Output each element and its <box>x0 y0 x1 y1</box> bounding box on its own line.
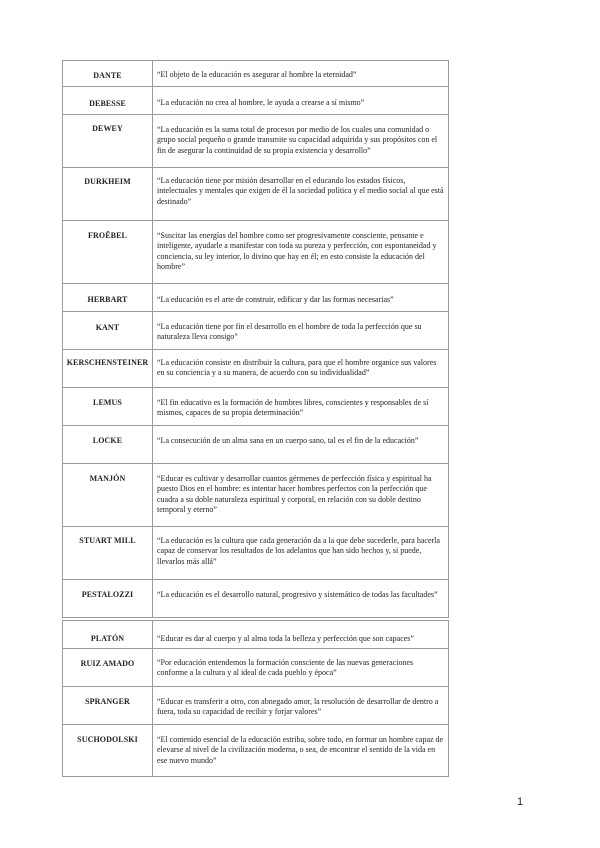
definition-quote: “La educación tiene por fin el desarrollo en el hombre de toda la perfección que su naturaleza lleva consigo” <box>153 312 449 350</box>
table-row <box>63 168 449 221</box>
author-name: LOCKE <box>63 426 153 464</box>
definition-quote: “La educación es el arte de construir, edificar y dar las formas necesarias” <box>153 284 449 312</box>
table-row <box>63 61 449 87</box>
author-name: LEMUS <box>63 388 153 426</box>
definition-quote: “La educación es la suma total de procesos por medio de los cuales una comunidad o grupo social pequeño o grande transmite su capacidad adquirida y sus propósitos con el fin de asegurar la continuidad de su propia existencia y desarrollo” <box>153 115 449 168</box>
author-name: SPRANGER <box>63 687 153 725</box>
author-name: DURKHEIM <box>63 168 153 221</box>
definition-quote: “La educación tiene por misión desarrollar en el educando los estados físicos, intelectuales y mentales que exigen de él la sociedad política y el medio social al que está destinado” <box>153 168 449 221</box>
table-row <box>63 527 449 580</box>
author-name: MANJÓN <box>63 464 153 527</box>
author-name: SUCHODOLSKI <box>63 725 153 777</box>
definition-quote: “La educación no crea al hombre, le ayuda a crearse a sí mismo” <box>153 87 449 115</box>
page-number: 1 <box>517 796 524 808</box>
table-row <box>63 388 449 426</box>
author-name: KANT <box>63 312 153 350</box>
author-name: RUIZ AMADO <box>63 649 153 687</box>
definition-quote: “Educar es cultivar y desarrollar cuantos gérmenes de perfección física y espiritual ha puesto Dios en el hombre: es intentar hacer hombres perfectos con la perfección que cuadra a su doble naturaleza espiritual y corporal, en relación con su doble destino temporal y eterno” <box>153 464 449 527</box>
table-row <box>63 426 449 464</box>
author-name: DEBESSE <box>63 87 153 115</box>
definition-quote: “Por educación entendemos la formación consciente de las nuevas generaciones conforme a la cultura y al ideal de cada pueblo y época” <box>153 649 449 687</box>
definition-quote: “Educar es transferir a otro, con abnegado amor, la resolución de desarrollar de dentro a fuera, toda su capacidad de recibir y forjar valores” <box>153 687 449 725</box>
definition-quote: “El contenido esencial de la educación estriba, sobre todo, en formar un hombre capaz de elevarse al nivel de la civilización moderna, o sea, de encontrar el sentido de la vida en ese nuevo mundo” <box>153 725 449 777</box>
author-name: DEWEY <box>63 115 153 168</box>
table-row <box>63 621 449 649</box>
definition-quote: “El fin educativo es la formación de hombres libres, conscientes y responsables de sí mismos, capaces de su propia determinación” <box>153 388 449 426</box>
author-name: PESTALOZZI <box>63 580 153 618</box>
definition-quote: “El objeto de la educación es asegurar al hombre la eternidad” <box>153 61 449 87</box>
table-row <box>63 687 449 725</box>
definition-quote: “La educación es el desarrollo natural, progresivo y sistemático de todas las facultades” <box>153 580 449 618</box>
table-row <box>63 725 449 777</box>
table-row <box>63 580 449 618</box>
definition-quote: “Suscitar las energías del hombre como ser progresivamente consciente, pensante e inteligente, ayudarle a manifestar con toda su pureza y perfección, con espontaneidad y conciencia, su ley interior, lo divino que hay en él; en esto consiste la educación del hombre” <box>153 221 449 284</box>
definitions-table-1 <box>62 60 449 618</box>
table-row <box>63 464 449 527</box>
author-name: DANTE <box>63 61 153 87</box>
table-row <box>63 350 449 388</box>
author-name: STUART MILL <box>63 527 153 580</box>
author-name: KERSCHENSTEINER <box>63 350 153 388</box>
author-name: HERBART <box>63 284 153 312</box>
table-row <box>63 312 449 350</box>
definition-quote: “La educación es la cultura que cada generación da a la que debe sucederle, para hacerla capaz de conservar los resultados de los adelantos que han sido hechos y, si puede, llevarlos más allá” <box>153 527 449 580</box>
table-row <box>63 87 449 115</box>
definition-quote: “La educación consiste en distribuir la cultura, para que el hombre organice sus valores en su conciencia y a su manera, de acuerdo con su individualidad” <box>153 350 449 388</box>
definitions-table-2 <box>62 620 449 777</box>
table-row <box>63 115 449 168</box>
definition-quote: “La consecución de un alma sana en un cuerpo sano, tal es el fin de la educación” <box>153 426 449 464</box>
table-row <box>63 649 449 687</box>
author-name: FROËBEL <box>63 221 153 284</box>
table-row <box>63 284 449 312</box>
table-row <box>63 221 449 284</box>
author-name: PLATÓN <box>63 621 153 649</box>
definition-quote: “Educar es dar al cuerpo y al alma toda la belleza y perfección que son capaces” <box>153 621 449 649</box>
